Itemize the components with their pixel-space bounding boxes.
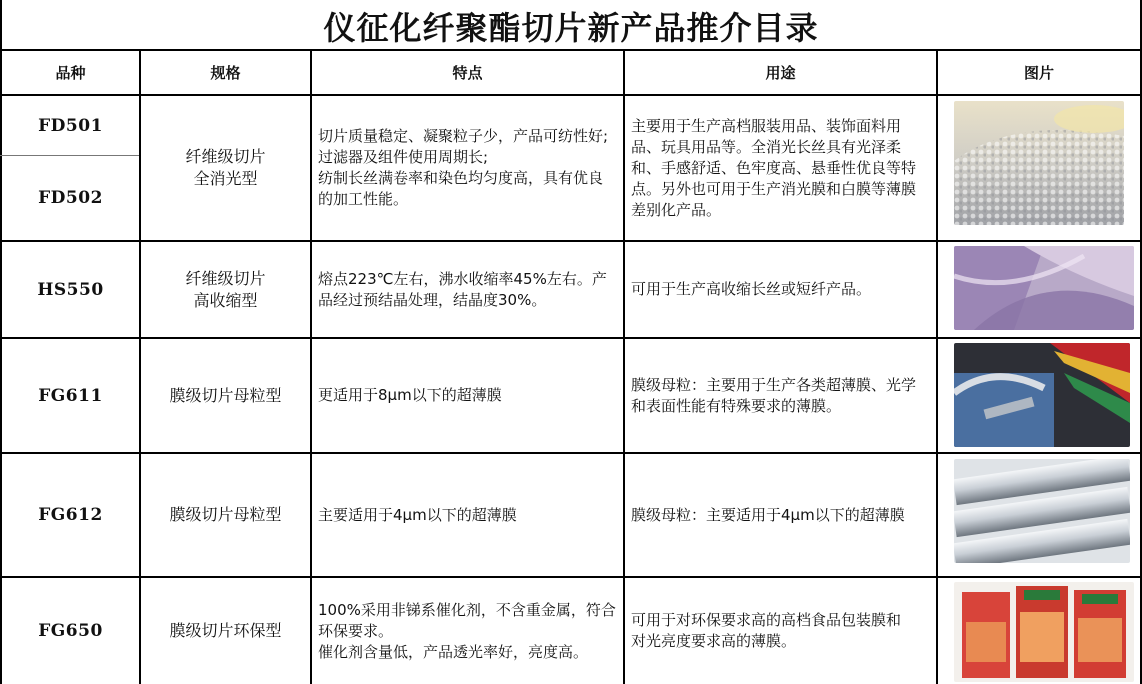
product-code: FG650 <box>38 621 103 641</box>
spec-line: 纤维级切片 <box>185 268 266 288</box>
uses-line: 主要用于生产高档服装用品、装饰面料用品、玩具用品等。全消光长丝具有光泽柔和、手感舒适、色牢度高、悬垂性优良等特点。另外也可用于生产消光膜和白膜等薄膜差别化产品。 <box>631 116 917 219</box>
product-code: HS550 <box>37 279 104 300</box>
header-spec: 规格 <box>210 64 241 82</box>
uses-line: 膜级母粒：主要用于生产各类超薄膜、光学和表面性能有特殊要求的薄膜。 <box>631 375 917 415</box>
uses-cell <box>625 454 936 576</box>
uses-line: 对光亮度要求高的薄膜。 <box>631 632 797 650</box>
uses-line: 膜级母粒：主要适用于4μm以下的超薄膜 <box>631 505 905 524</box>
spec-line: 全消光型 <box>193 169 258 188</box>
product-code: FG612 <box>38 505 103 525</box>
spec-line: 膜级切片环保型 <box>169 621 282 640</box>
header-uses: 用途 <box>765 64 796 82</box>
spec-cell <box>141 242 310 337</box>
product-code: FG611 <box>38 385 103 406</box>
features-line: 纺制长丝满卷率和染色均匀度高，具有优良的加工性能。 <box>318 169 604 208</box>
spec-cell <box>141 578 310 684</box>
uses-line: 可用于生产高收缩长丝或短纤产品。 <box>631 280 872 298</box>
features-cell <box>312 96 623 240</box>
features-line: 过滤器及组件使用周期长; <box>318 148 489 166</box>
spec-cell <box>141 339 310 452</box>
features-cell <box>312 242 623 337</box>
spec-line: 膜级切片母粒型 <box>169 505 282 524</box>
food-packaging-photo <box>954 582 1134 682</box>
uses-cell <box>625 578 936 684</box>
white-pellets-photo <box>954 101 1124 225</box>
uses-cell <box>625 339 936 452</box>
spec-cell <box>141 454 310 576</box>
purple-fabric-photo <box>954 246 1134 330</box>
spec-line: 高收缩型 <box>193 290 258 310</box>
features-line: 切片质量稳定、凝聚粒子少，产品可纺性好; <box>318 127 609 145</box>
features-cell <box>312 339 623 452</box>
film-rolls-photo <box>954 459 1130 563</box>
uses-cell <box>625 242 936 337</box>
product-code: FD501 <box>38 115 103 136</box>
spec-line: 纤维级切片 <box>185 147 266 166</box>
spec-cell <box>141 96 310 240</box>
features-line: 100%采用非锑系催化剂，不含重金属，符合环保要求。 <box>318 600 616 640</box>
uses-cell <box>625 96 936 240</box>
header-variety: 品种 <box>55 64 86 82</box>
header-image: 图片 <box>1023 64 1054 82</box>
header-features: 特点 <box>452 64 483 82</box>
features-line: 主要适用于4μm以下的超薄膜 <box>318 505 517 524</box>
colored-film-photo <box>954 343 1130 447</box>
product-code: FD502 <box>38 188 103 208</box>
features-line: 熔点223℃左右，沸水收缩率45%左右。产品经过预结晶处理，结晶度30%。 <box>318 269 607 309</box>
document-title: 仪征化纤聚酯切片新产品推介目录 <box>323 9 819 47</box>
uses-line: 可用于对环保要求高的高档食品包装膜和 <box>631 611 902 629</box>
features-cell <box>312 578 623 684</box>
features-line: 催化剂含量低，产品透光率好，亮度高。 <box>318 642 589 661</box>
features-line: 更适用于8μm以下的超薄膜 <box>318 386 502 404</box>
features-cell <box>312 454 623 576</box>
spec-line: 膜级切片母粒型 <box>169 385 282 405</box>
